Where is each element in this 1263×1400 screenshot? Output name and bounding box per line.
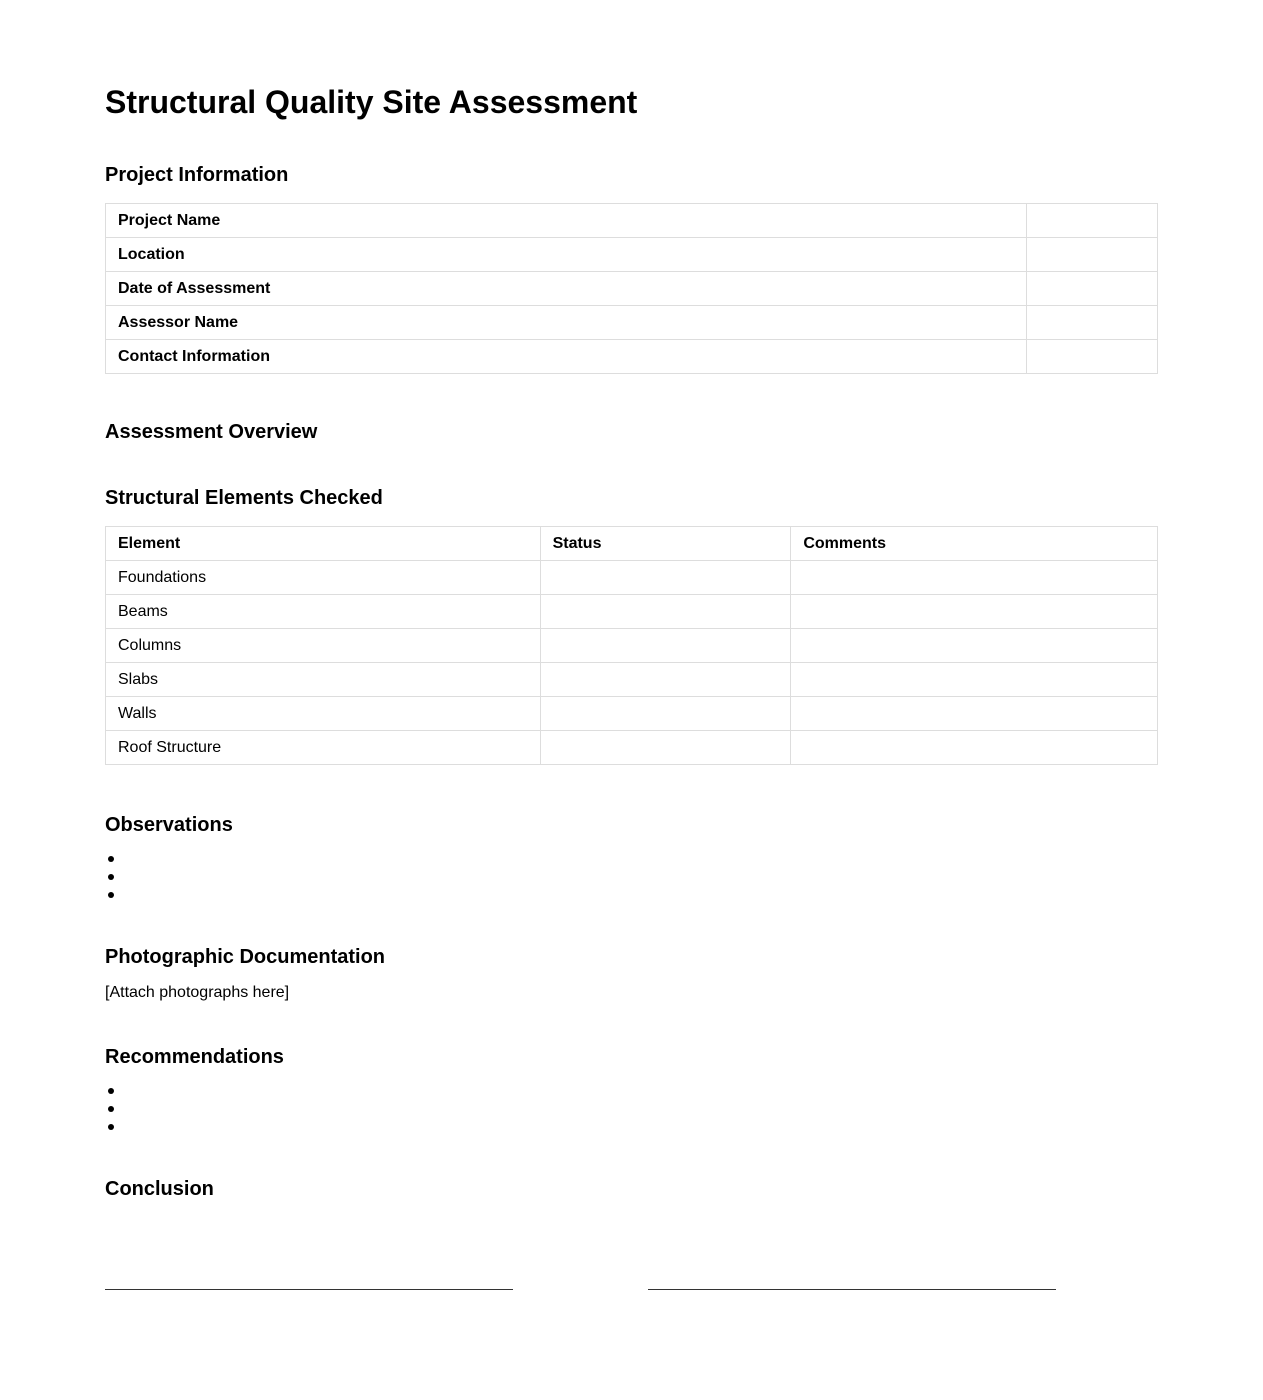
status-cell[interactable] — [540, 595, 791, 629]
contact-information-value[interactable] — [1027, 340, 1158, 374]
project-information-table — [105, 203, 1158, 374]
table-row — [106, 629, 1158, 663]
status-cell[interactable] — [540, 731, 791, 765]
location-label: Location — [106, 238, 1027, 272]
table-row — [106, 595, 1158, 629]
table-row — [106, 204, 1158, 238]
location-value[interactable] — [1027, 238, 1158, 272]
element-cell: Slabs — [106, 663, 541, 697]
table-row — [106, 731, 1158, 765]
comments-cell[interactable] — [791, 561, 1158, 595]
photographic-documentation-heading: Photographic Documentation — [105, 946, 385, 968]
element-cell: Columns — [106, 629, 541, 663]
element-cell: Roof Structure — [106, 731, 541, 765]
project-name-value[interactable] — [1027, 204, 1158, 238]
column-header-comments: Comments — [791, 527, 1158, 561]
project-name-label: Project Name — [106, 204, 1027, 238]
table-row — [106, 272, 1158, 306]
status-cell[interactable] — [540, 697, 791, 731]
column-header-element: Element — [106, 527, 541, 561]
table-header-row — [106, 527, 1158, 561]
contact-information-label: Contact Information — [106, 340, 1027, 374]
comments-cell[interactable] — [791, 629, 1158, 663]
status-cell[interactable] — [540, 629, 791, 663]
comments-cell[interactable] — [791, 595, 1158, 629]
column-header-status: Status — [540, 527, 791, 561]
observations-heading: Observations — [105, 814, 233, 836]
document-title: Structural Quality Site Assessment — [105, 84, 638, 120]
assessment-overview-heading: Assessment Overview — [105, 421, 318, 443]
table-row — [106, 697, 1158, 731]
comments-cell[interactable] — [791, 731, 1158, 765]
conclusion-heading: Conclusion — [105, 1178, 214, 1200]
table-row — [106, 663, 1158, 697]
table-row — [106, 238, 1158, 272]
structural-elements-table — [105, 526, 1158, 765]
element-cell: Walls — [106, 697, 541, 731]
status-cell[interactable] — [540, 663, 791, 697]
table-row — [106, 340, 1158, 374]
status-cell[interactable] — [540, 561, 791, 595]
assessor-name-label: Assessor Name — [106, 306, 1027, 340]
signature-line-right[interactable] — [648, 1289, 1056, 1290]
comments-cell[interactable] — [791, 663, 1158, 697]
comments-cell[interactable] — [791, 697, 1158, 731]
assessor-name-value[interactable] — [1027, 306, 1158, 340]
table-row — [106, 561, 1158, 595]
element-cell: Foundations — [106, 561, 541, 595]
date-of-assessment-value[interactable] — [1027, 272, 1158, 306]
structural-elements-heading: Structural Elements Checked — [105, 487, 383, 509]
signature-line-left[interactable] — [105, 1289, 513, 1290]
project-information-heading: Project Information — [105, 164, 289, 186]
date-of-assessment-label: Date of Assessment — [106, 272, 1027, 306]
table-row — [106, 306, 1158, 340]
element-cell: Beams — [106, 595, 541, 629]
attach-photographs-placeholder: [Attach photographs here] — [105, 984, 290, 1001]
recommendations-heading: Recommendations — [105, 1046, 284, 1068]
